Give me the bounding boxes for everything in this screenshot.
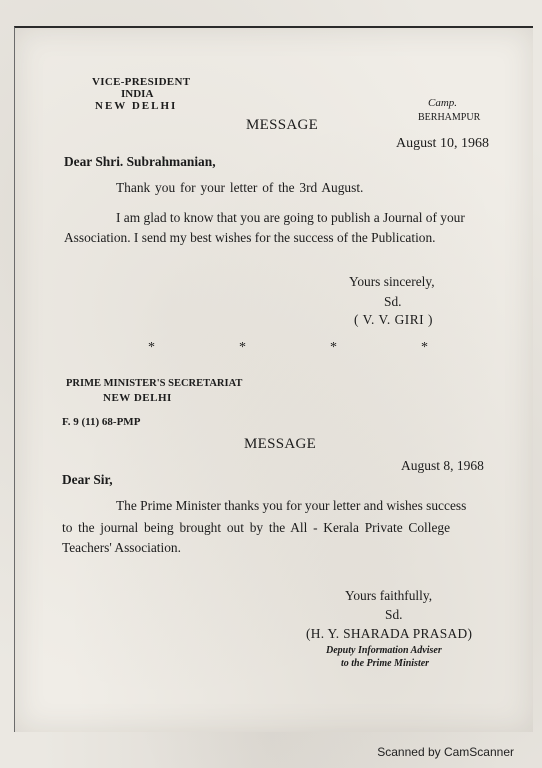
letter2-title-line2: to the Prime Minister [341, 658, 430, 669]
separator-star: * [330, 340, 337, 355]
letter1-para2-line2: Association. I send my best wishes for the success of the Publication. [64, 230, 436, 245]
letter2-sd: Sd. [385, 607, 403, 622]
letter2-body-line1: The Prime Minister thanks you for your letter and wishes success [116, 498, 467, 513]
letter2-salutation: Dear Sir, [62, 472, 113, 487]
letter2-body-line2: to the journal being brought out by the All - Kerala Private College [62, 520, 451, 535]
section-separator [148, 340, 428, 356]
letter1-camp-label: Camp. [428, 97, 458, 109]
separator-star: * [239, 340, 246, 355]
letter2-signatory: (H. Y. SHARADA PRASAD) [306, 626, 473, 641]
letter1-salutation: Dear Shri. Subrahmanian, [64, 154, 216, 169]
letter2-org-line1: PRIME MINISTER'S SECRETARIAT [66, 378, 243, 389]
letter1-para2-line1: I am glad to know that you are going to publish a Journal of your [116, 210, 465, 225]
letter2-org-line2: NEW DELHI [103, 392, 172, 404]
letter2-closing: Yours faithfully, [345, 588, 433, 603]
separator-star: * [148, 340, 155, 355]
letter1-camp-place: BERHAMPUR [418, 112, 481, 123]
separator-star: * [421, 340, 428, 355]
letter2-reference: F. 9 (11) 68-PMP [62, 416, 141, 428]
letter1-sd: Sd. [384, 294, 402, 309]
letter1-closing: Yours sincerely, [349, 274, 435, 289]
letter2-date: August 8, 1968 [401, 458, 484, 473]
letter2-heading: MESSAGE [244, 436, 317, 452]
letter1-org-line3: NEW DELHI [95, 100, 178, 112]
letter2-body-line3: Teachers' Association. [62, 540, 181, 555]
letter1-date: August 10, 1968 [396, 136, 489, 151]
letter1-heading: MESSAGE [246, 117, 319, 133]
letter1-org-line2: INDIA [121, 88, 154, 100]
letter1-para1: Thank you for your letter of the 3rd August. [116, 180, 364, 195]
letter1-signatory: ( V. V. GIRI ) [354, 312, 433, 327]
letter1-org-line1: VICE-PRESIDENT [92, 76, 191, 88]
letter2-title-line1: Deputy Information Adviser [326, 645, 442, 656]
scanner-watermark: Scanned by CamScanner [377, 745, 514, 759]
